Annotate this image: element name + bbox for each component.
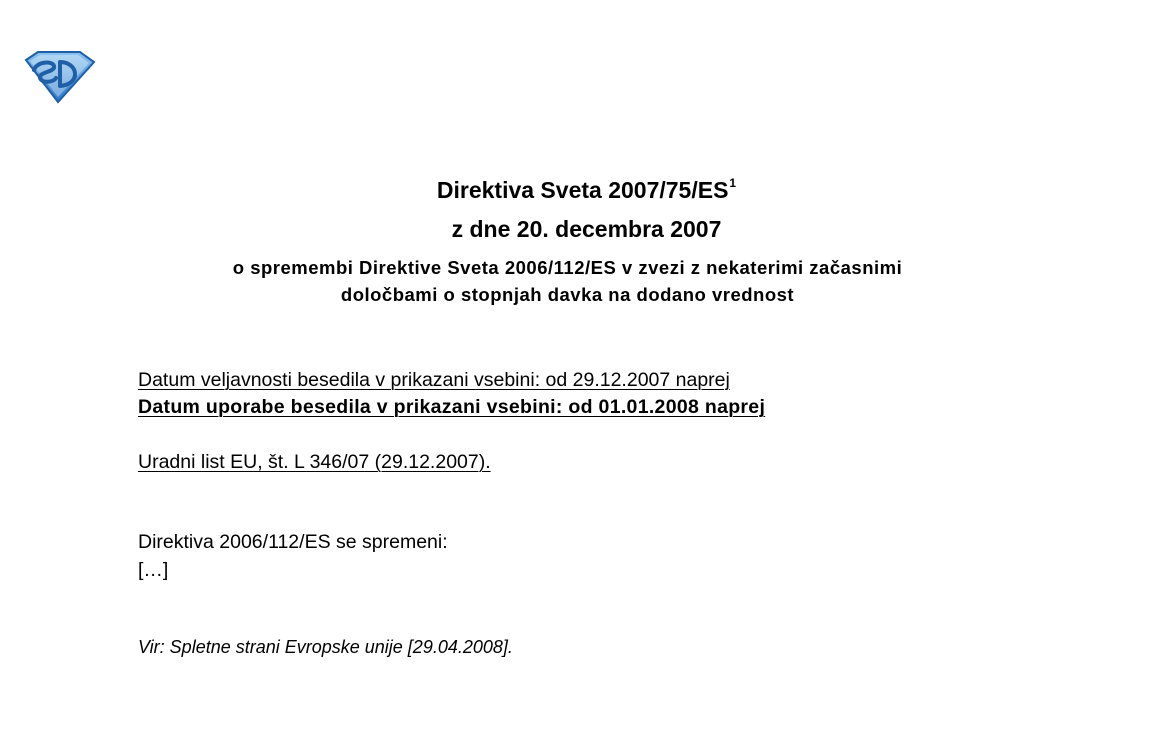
- amendment-text: Direktiva 2006/112/ES se spremeni:: [138, 531, 448, 553]
- document-title: [8, 176, 1157, 204]
- subtitle-line-2: določbami o stopnjah davka na dodano vrednost: [340, 284, 795, 305]
- title-text: Direktiva Sveta 2007/75/ES: [436, 177, 729, 203]
- sd-logo: [22, 48, 96, 104]
- document-date: z dne 20. decembra 2007: [451, 216, 722, 242]
- source-note: Vir: Spletne strani Evropske unije [29.04.2008].: [138, 637, 513, 657]
- application-date: Datum uporabe besedila v prikazani vsebini: od 01.01.2008 naprej: [138, 396, 766, 418]
- validity-date: Datum veljavnosti besedila v prikazani vsebini: od 29.12.2007 naprej: [138, 369, 730, 391]
- ellipsis: […]: [138, 559, 169, 581]
- title-footnote: 1: [729, 176, 737, 190]
- official-journal-reference: Uradni list EU, št. L 346/07 (29.12.2007).: [138, 451, 491, 473]
- sd-logo-icon: [22, 48, 96, 104]
- subtitle-line-1: o spremembi Direktive Sveta 2006/112/ES v zvezi z nekaterimi začasnimi: [232, 257, 903, 278]
- document-subtitle: [0, 254, 1135, 308]
